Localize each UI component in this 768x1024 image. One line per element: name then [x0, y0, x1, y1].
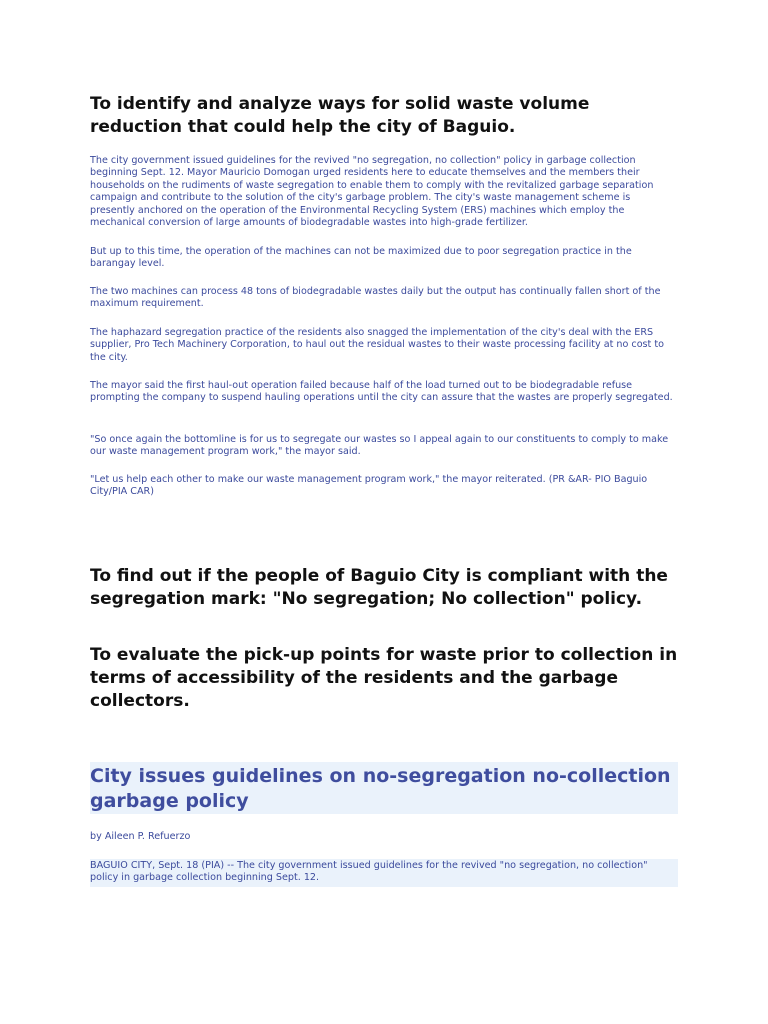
article-lead: BAGUIO CITY, Sept. 18 (PIA) -- The city government issued guidelines for the revived "no segregation, no collection" policy in garbage collection beginning Sept. 12. [90, 860, 648, 884]
section-heading-objective-3: To evaluate the pick-up points for waste prior to collection in terms of accessibility of the residents and the garbage collectors. [90, 645, 678, 711]
article-title: City issues guidelines on no-segregation no-collection garbage policy [90, 765, 671, 812]
article-paragraph-1: The city government issued guidelines for the revived "no segregation, no collection" policy in garbage collection beginning Sept. 12. Mayor Mauricio Domogan urged residents here to educate themselves and the members their households on the rudiments of waste segregation to enable them to comply with the revitalized garbage separation campaign and contribute to the solution of the city's garbage problem. The city's waste management scheme is presently anchored on the operation of the Environmental Recycling System (ERS) machines which employ the mechanical conversion of large amounts of biodegradable wastes into high-grade fertilizer. [90, 155, 654, 229]
section-heading-objective-1: To identify and analyze ways for solid waste volume reduction that could help the city of Baguio. [90, 94, 590, 137]
article-paragraph-7: "Let us help each other to make our waste management program work," the mayor reiterated. (PR &AR- PIO Baguio City/PIA CAR) [90, 474, 648, 498]
article-paragraph-5: The mayor said the first haul-out operation failed because half of the load turned out to be biodegradable refuse prompting the company to suspend hauling operations until the city can assure that the wastes are properly segregated. [90, 380, 673, 404]
article-paragraph-3: The two machines can process 48 tons of biodegradable wastes daily but the output has continually fallen short of the maximum requirement. [90, 286, 661, 310]
section-heading-objective-2: To find out if the people of Baguio City is compliant with the segregation mark: "No segregation; No collection" policy. [90, 566, 668, 609]
article-byline: by Aileen P. Refuerzo [90, 831, 191, 842]
article-title-block [90, 762, 678, 814]
article-paragraph-2: But up to this time, the operation of the machines can not be maximized due to poor segregation practice in the barangay level. [90, 246, 632, 270]
article-lead-block [90, 859, 678, 887]
article-paragraph-6: "So once again the bottomline is for us to segregate our wastes so I appeal again to our constituents to comply to make our waste management program work," the mayor said. [90, 434, 669, 458]
article-paragraph-4: The haphazard segregation practice of the residents also snagged the implementation of the city's deal with the ERS supplier, Pro Tech Machinery Corporation, to haul out the residual wastes to their waste processing facility at no cost to the city. [90, 327, 664, 363]
